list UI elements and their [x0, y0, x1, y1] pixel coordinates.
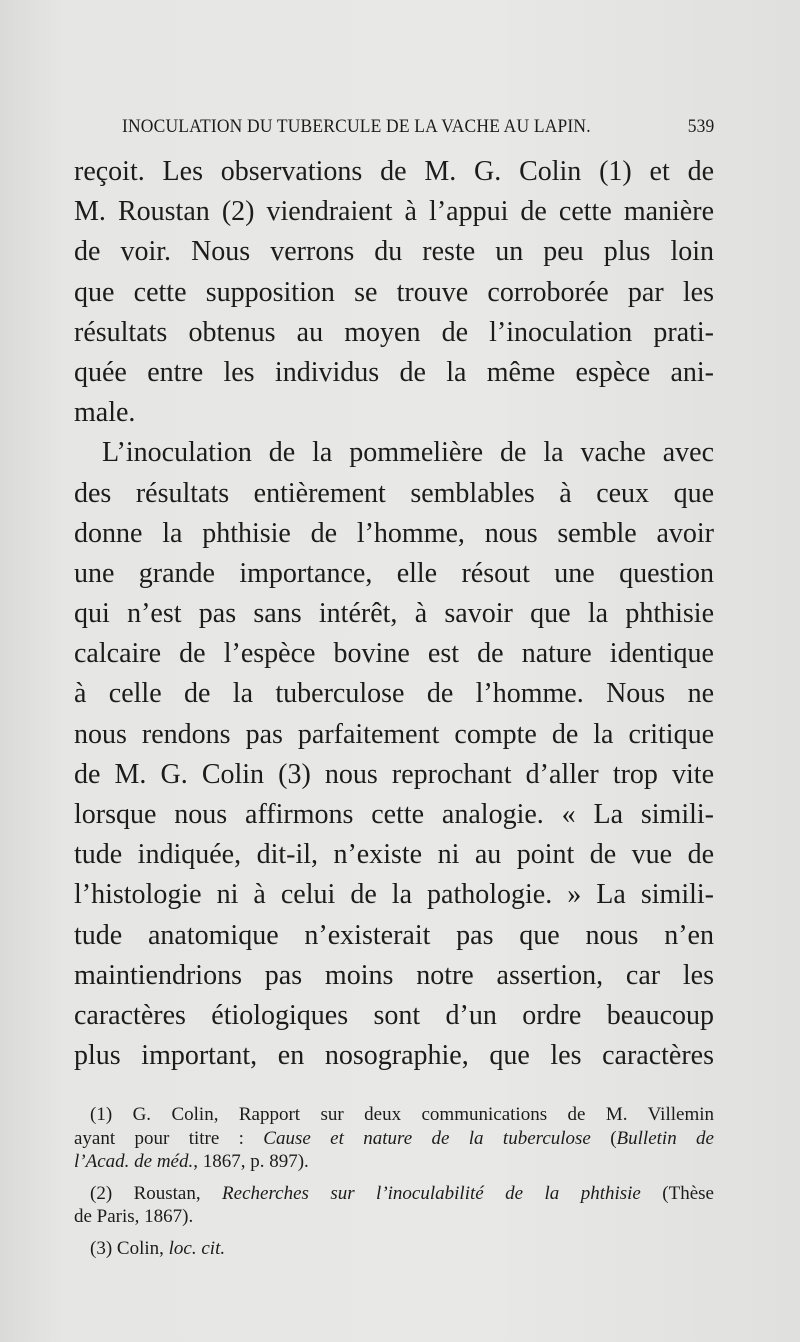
text-line: L’inoculation de la pommelière de la vache avec: [102, 437, 714, 469]
text-line: tude indiquée, dit-il, n’existe ni au point de vue de: [74, 839, 714, 871]
fn1-title: Cause et nature de la tuberculose: [263, 1127, 591, 1149]
text-line: M. Roustan (2) viendraient à l’appui de cette manière: [74, 196, 714, 228]
text-line: caractères étiologiques sont d’un ordre beaucoup: [74, 999, 714, 1031]
footnote-1-line-3: [74, 1150, 714, 1174]
text-line: une grande importance, elle résout une question: [74, 557, 714, 589]
fn2-title: Recherches sur l’inoculabilité de la phthisie: [222, 1182, 641, 1204]
fn3-author: (3) Colin,: [90, 1237, 169, 1259]
text-line: qui n’est pas sans intérêt, à savoir que la phthisie: [74, 598, 714, 630]
fn1-ref: , 1867, p. 897).: [193, 1151, 309, 1172]
text-line: nous rendons pas parfaitement compte de la critique: [74, 718, 714, 750]
fn2-author: (2) Roustan,: [90, 1182, 223, 1204]
footnotes: [74, 1103, 714, 1260]
footnote-3: [74, 1237, 714, 1261]
fn1-text: ayant pour titre :: [74, 1127, 264, 1149]
page-number: 539: [687, 116, 715, 137]
text-line: calcaire de l’espèce bovine est de nature identique: [74, 638, 714, 670]
text-line: de M. G. Colin (3) nous reprochant d’aller trop vite: [74, 758, 714, 790]
text-line: lorsque nous affirmons cette analogie. « La simili-: [74, 799, 714, 830]
running-header: [122, 116, 714, 138]
footnote-2: [74, 1182, 714, 1229]
running-title: INOCULATION DU TUBERCULE DE LA VACHE AU LAPIN.: [122, 116, 591, 137]
text-line: tude anatomique n’existerait pas que nous n’en: [74, 919, 714, 951]
text-line: que cette supposition se trouve corroborée par les: [74, 276, 714, 308]
text-line: maintiendrions pas moins notre assertion, car les: [74, 959, 714, 991]
text-line: à celle de la tuberculose de l’homme. Nous ne: [74, 678, 714, 710]
main-text: [74, 152, 714, 1076]
text-line: plus important, en nosographie, que les caractères: [74, 1040, 714, 1072]
text-line: des résultats entièrement semblables à ceux que: [74, 477, 714, 509]
fn1-paren: (: [590, 1127, 617, 1149]
text-line: donne la phthisie de l’homme, nous semble avoir: [74, 517, 714, 549]
footnote-2-line-1: [74, 1182, 714, 1206]
footnote-1: [74, 1103, 714, 1174]
text-line: reçoit. Les observations de M. G. Colin (1) et de: [74, 156, 714, 187]
fn2-thesis: (Thèse: [640, 1182, 714, 1204]
footnote-2-line-2: de Paris, 1867).: [74, 1206, 194, 1227]
text-line: quée entre les individus de la même espèce ani-: [74, 356, 714, 388]
text-line: l’histologie ni à celui de la pathologie. » La simili-: [74, 879, 714, 911]
footnote-1-line-2: [74, 1127, 714, 1151]
text-line: résultats obtenus au moyen de l’inoculation prati-: [74, 316, 714, 348]
fn1-journal: Bulletin de: [616, 1127, 714, 1149]
footnote-1-line-1: (1) G. Colin, Rapport sur deux communications de M. Villemin: [90, 1104, 714, 1125]
fn1-journal-cont: l’Acad. de méd.: [74, 1151, 194, 1172]
footnote-3-line-1: [74, 1237, 714, 1261]
text-line: male.: [74, 397, 136, 429]
text-line: de voir. Nous verrons du reste un peu plus loin: [74, 236, 714, 268]
fn3-ref: loc. cit.: [168, 1237, 226, 1259]
